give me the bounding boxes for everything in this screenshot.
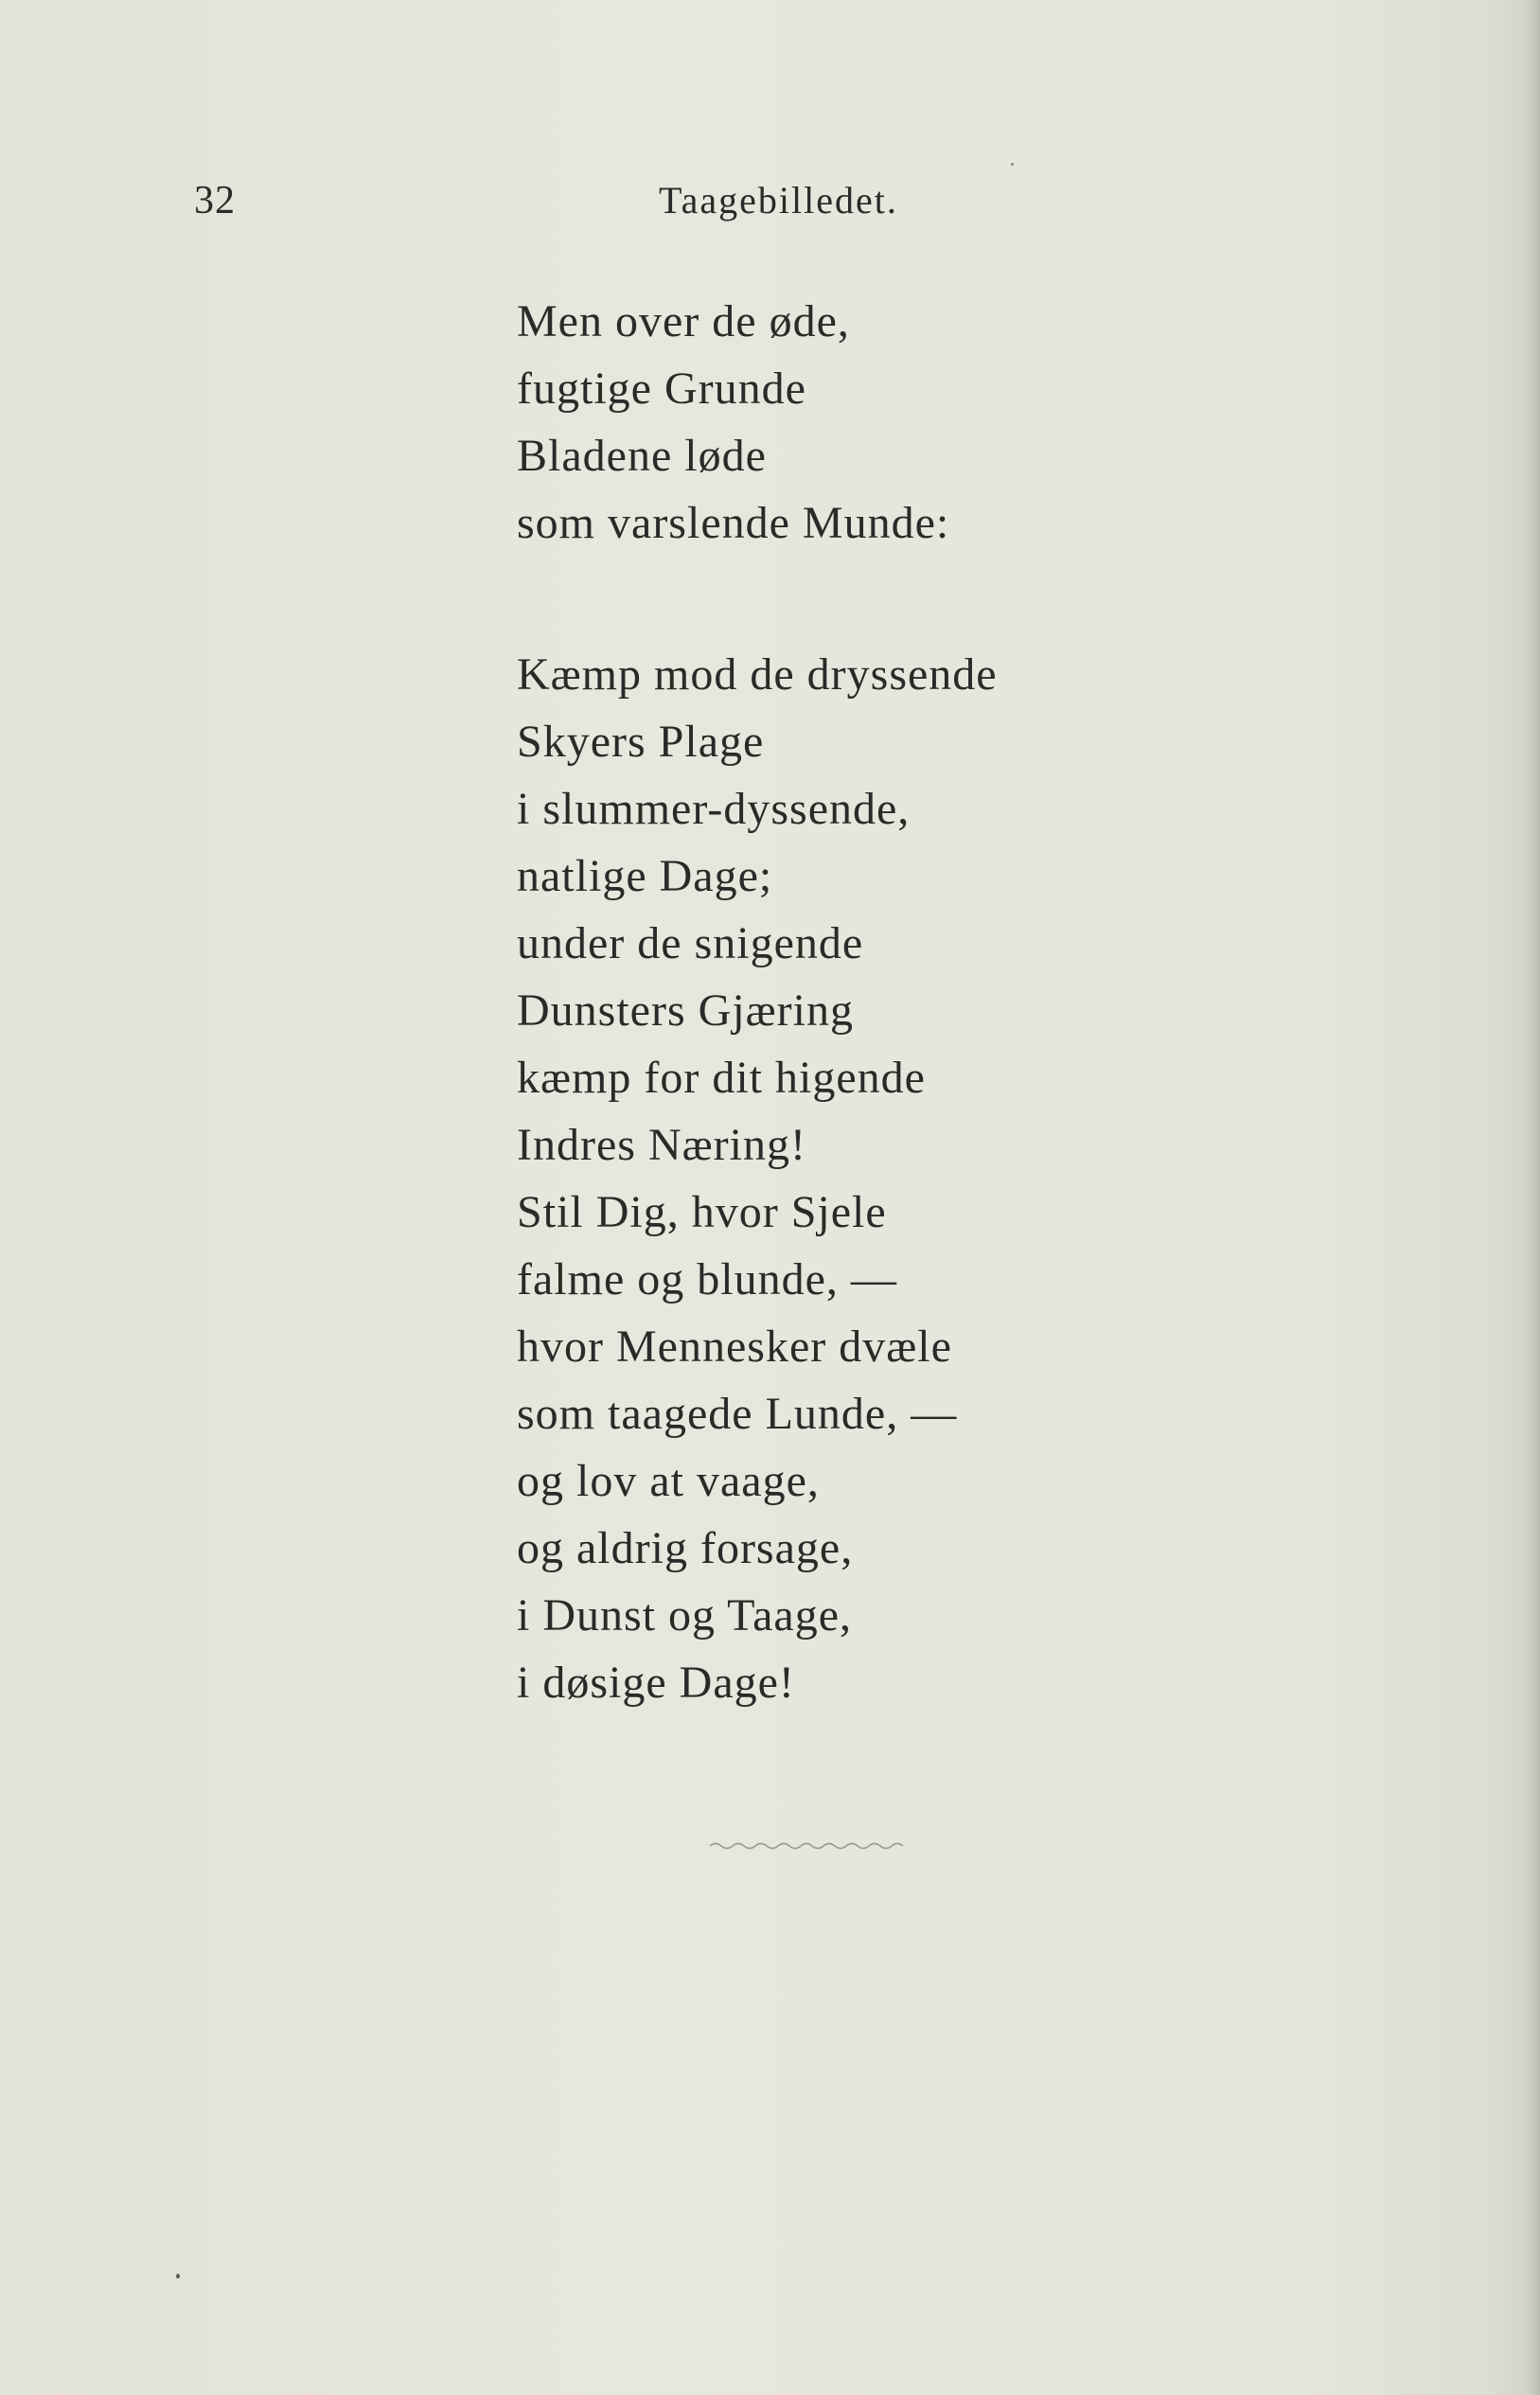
running-title: Taagebilledet. bbox=[659, 179, 898, 222]
page-number: 32 bbox=[194, 179, 236, 222]
poem-line: Dunsters Gjæring bbox=[517, 985, 854, 1036]
poem-line: Kæmp mod de dryssende bbox=[517, 649, 998, 700]
poem-line: natlige Dage; bbox=[517, 851, 773, 901]
page-edge-shadow bbox=[1527, 0, 1540, 2395]
poem-line: og aldrig forsage, bbox=[517, 1523, 854, 1573]
poem-line: som taagede Lunde, — bbox=[517, 1389, 958, 1439]
poem-line: i Dunst og Taage, bbox=[517, 1590, 853, 1641]
poem-line: Bladene løde bbox=[517, 431, 767, 481]
ink-speck bbox=[176, 2274, 180, 2279]
wavy-rule-ornament-icon bbox=[708, 1840, 905, 1852]
poem-line: fugtige Grunde bbox=[517, 364, 806, 414]
poem-line: i døsige Dage! bbox=[517, 1658, 795, 1708]
poem-line: hvor Mennesker dvæle bbox=[517, 1322, 952, 1372]
poem-line: i slummer-dyssende, bbox=[517, 784, 911, 834]
poem-line: kæmp for dit higende bbox=[517, 1053, 926, 1103]
poem-line: falme og blunde, — bbox=[517, 1254, 897, 1304]
poem-line: Stil Dig, hvor Sjele bbox=[517, 1187, 887, 1237]
poem-line: Indres Næring! bbox=[517, 1120, 806, 1170]
stanza-2 bbox=[517, 641, 998, 1716]
ink-speck bbox=[1011, 163, 1014, 166]
poem-line: Men over de øde, bbox=[517, 296, 850, 346]
poem-line: og lov at vaage, bbox=[517, 1456, 820, 1506]
poem-line: under de snigende bbox=[517, 918, 864, 968]
stanza-1 bbox=[517, 288, 949, 557]
poem-line: som varslende Munde: bbox=[517, 498, 950, 548]
poem-line: Skyers Plage bbox=[517, 717, 765, 767]
